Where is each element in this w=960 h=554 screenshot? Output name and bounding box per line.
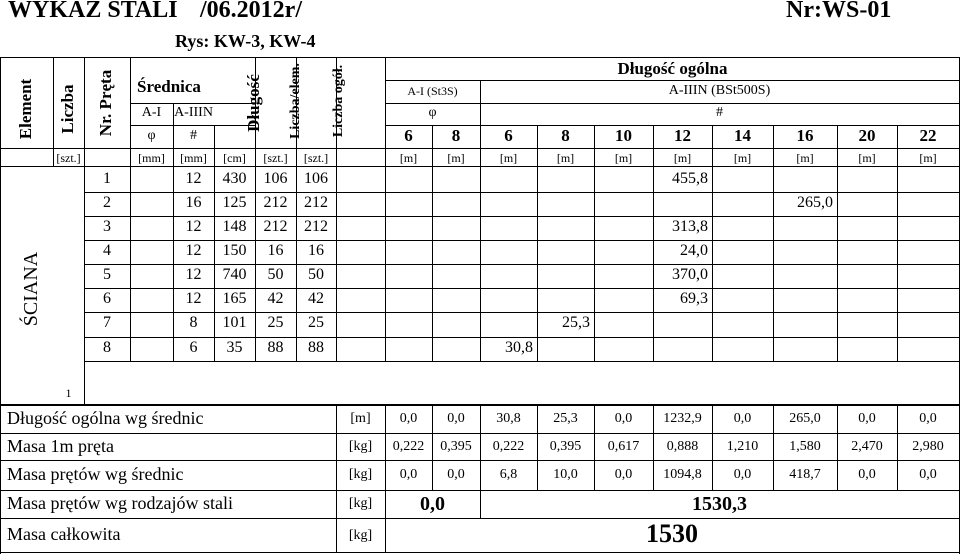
summary-mass-a3n: 1530,3 (692, 493, 747, 515)
bar-total-length: 265,0 (797, 194, 833, 211)
summary-total-value: 1530 (646, 519, 698, 548)
summary-mass1m-label: Masa 1m pręta (7, 436, 114, 456)
element-count: 1 (65, 386, 72, 400)
header-phi: φ (147, 128, 156, 143)
summary-massdia-value: 6,8 (499, 467, 518, 482)
unit-dia-a1: [mm] (138, 151, 165, 165)
diameter-label: 16 (796, 126, 814, 145)
header-srednica: Średnica (137, 77, 201, 96)
summary-masstype-unit: [kg] (348, 496, 373, 511)
grid-line (84, 264, 960, 265)
summary-massdia-value: 0,0 (447, 467, 465, 482)
unit-m: [m] (858, 151, 876, 165)
unit-m: [m] (733, 151, 752, 165)
bar-diameter: 12 (185, 218, 202, 235)
doc-date: /06.2012r/ (200, 0, 302, 23)
bar-diameter: 12 (185, 290, 202, 307)
bar-length: 740 (222, 266, 247, 283)
grid-line (130, 125, 255, 126)
summary-massdia-value: 0,0 (858, 467, 876, 482)
summary-mass1m-value: 0,395 (440, 439, 472, 454)
bar-total-length: 313,8 (672, 218, 708, 235)
bar-diameter: 6 (189, 339, 198, 356)
grid-line (84, 240, 960, 241)
bar-count-total: 25 (308, 314, 324, 331)
unit-length: [cm] (223, 151, 246, 165)
diameter-label: 12 (674, 126, 691, 145)
grid-line (385, 57, 386, 361)
summary-length-value: 1232,9 (663, 411, 702, 426)
header-a3n-steel: A-IIIN (BSt500S) (668, 83, 771, 98)
summary-mass1m-value: 0,222 (392, 439, 425, 454)
diameter-label: 20 (858, 126, 876, 145)
summary-mass1m-value: 0,222 (492, 439, 525, 454)
element-name: ŚCIANA (20, 251, 42, 327)
header-element: Element (16, 78, 35, 140)
summary-massdia-value: 0,0 (614, 467, 633, 482)
unit-m: [m] (499, 151, 518, 165)
drawing-ref: Rys: KW-3, KW-4 (175, 31, 316, 51)
summary-massdia-value: 0,0 (733, 467, 752, 482)
summary-masstype-label: Masa prętów wg rodzajów stali (7, 493, 233, 513)
summary-length-unit: [m] (350, 411, 371, 426)
bar-count-per-element: 88 (267, 339, 284, 356)
summary-massdia-value: 0,0 (919, 467, 937, 482)
grid-line (84, 192, 960, 193)
summary-massdia-value: 10,0 (553, 467, 578, 482)
bar-count-total: 50 (308, 266, 324, 283)
bar-total-length: 69,3 (680, 290, 708, 307)
grid-line (385, 103, 960, 104)
header-hash: # (190, 128, 197, 143)
doc-title: WYKAZ STALI (8, 0, 178, 23)
summary-total-label: Masa całkowita (7, 524, 121, 544)
summary-mass1m-value: 1,210 (726, 439, 759, 454)
bar-diameter: 8 (189, 314, 198, 331)
grid-line (84, 361, 960, 362)
bar-length: 101 (222, 314, 247, 331)
summary-mass1m-unit: [kg] (348, 439, 373, 454)
summary-mass-a1: 0,0 (420, 493, 445, 515)
bar-count-total: 16 (308, 242, 324, 259)
unit-m: [m] (614, 151, 633, 165)
unit-m: [m] (556, 151, 575, 165)
bar-length: 125 (222, 194, 247, 211)
bar-number: 5 (103, 266, 111, 283)
bar-length: 150 (222, 242, 247, 259)
bar-count-per-element: 16 (267, 242, 284, 259)
bar-number: 4 (103, 242, 111, 259)
summary-mass1m-value: 0,395 (549, 439, 582, 454)
summary-length-label: Długość ogólna wg średnic (7, 408, 204, 428)
bar-count-total: 212 (304, 218, 328, 235)
bar-total-length: 25,3 (562, 314, 590, 331)
unit-m: [m] (796, 151, 814, 165)
bar-count-per-element: 50 (267, 266, 284, 283)
unit-dia-a3n: [mm] (180, 151, 207, 165)
unit-m: [m] (399, 151, 418, 165)
grid-line (385, 80, 960, 81)
bar-count-per-element: 106 (263, 170, 288, 187)
bar-diameter: 12 (185, 170, 202, 187)
grid-line (130, 57, 131, 361)
bar-diameter: 12 (185, 242, 202, 259)
header-hash-steel: # (716, 105, 723, 120)
summary-length-value: 0,0 (733, 411, 752, 426)
summary-massdia-value: 418,7 (789, 467, 821, 482)
summary-length-value: 265,0 (789, 411, 821, 426)
header-liczba-ogol: Liczba ogół. (331, 64, 346, 138)
bar-count-total: 212 (304, 194, 328, 211)
grid-line (53, 57, 54, 166)
summary-mass1m-value: 1,580 (789, 439, 821, 454)
bar-count-total: 106 (304, 170, 328, 187)
summary-length-value: 0,0 (447, 411, 465, 426)
summary-mass1m-value: 2,470 (851, 439, 883, 454)
header-a1-steel: A-I (St3S) (407, 84, 458, 98)
diameter-label: 10 (615, 126, 632, 145)
header-liczba-elem: Liczba/elem. (288, 63, 303, 139)
summary-length-value: 30,8 (496, 411, 521, 426)
grid-line (0, 57, 960, 58)
summary-massdia-label: Masa prętów wg średnic (7, 464, 184, 484)
bar-count-total: 42 (308, 290, 324, 307)
summary-length-value: 0,0 (858, 411, 876, 426)
diameter-label: 14 (734, 126, 751, 145)
grid-line (84, 312, 960, 313)
header-a3n: A-IIIN (174, 105, 213, 120)
bar-number: 2 (103, 194, 111, 211)
bar-count-per-element: 212 (263, 194, 288, 211)
header-phi-steel: φ (428, 105, 437, 120)
bar-diameter: 16 (185, 194, 202, 211)
bar-count-per-element: 212 (263, 218, 288, 235)
summary-length-value: 25,3 (553, 411, 578, 426)
bar-count-per-element: 25 (267, 314, 284, 331)
summary-mass1m-value: 0,617 (607, 439, 640, 454)
unit-per-elem: [szt.] (263, 151, 288, 165)
header-dlugosc: Długość (244, 74, 263, 132)
bar-length: 430 (222, 170, 247, 187)
diameter-label: 8 (451, 126, 461, 145)
bar-total-length: 30,8 (505, 339, 533, 356)
diameter-label: 6 (504, 126, 513, 145)
bar-number: 3 (103, 218, 111, 235)
bar-length: 148 (222, 218, 247, 235)
summary-length-value: 0,0 (614, 411, 633, 426)
grid-line (0, 57, 1, 554)
bar-count-per-element: 42 (267, 290, 284, 307)
bar-total-length: 370,0 (672, 266, 708, 283)
bar-number: 6 (103, 290, 111, 307)
header-liczba: Liczba (58, 84, 77, 134)
grid-line (480, 80, 481, 361)
summary-total-unit: [kg] (348, 528, 373, 543)
bar-diameter: 12 (185, 266, 202, 283)
grid-line (84, 288, 960, 289)
diameter-label: 6 (404, 126, 413, 145)
doc-number: Nr:WS-01 (786, 0, 892, 23)
diameter-label: 22 (919, 126, 937, 145)
header-dlugosc-ogolna: Długość ogólna (617, 59, 728, 78)
summary-massdia-value: 1094,8 (663, 467, 702, 482)
bar-total-length: 455,8 (672, 170, 708, 187)
bar-total-length: 24,0 (680, 242, 708, 259)
grid-line (130, 103, 255, 104)
grid-line (84, 337, 960, 338)
unit-m: [m] (919, 151, 937, 165)
summary-massdia-value: 0,0 (399, 467, 418, 482)
bar-number: 8 (103, 339, 111, 356)
unit-m: [m] (447, 151, 465, 165)
header-nr-preta: Nr. Pręta (96, 69, 115, 137)
bar-length: 35 (226, 339, 243, 356)
summary-mass1m-value: 0,888 (666, 439, 699, 454)
grid-line (84, 216, 960, 217)
bar-number: 7 (103, 314, 111, 331)
diameter-label: 8 (561, 126, 570, 145)
summary-mass1m-value: 2,980 (912, 439, 944, 454)
bar-length: 165 (222, 290, 247, 307)
unit-total: [szt.] (303, 151, 329, 165)
grid-line (0, 552, 960, 553)
unit-m: [m] (673, 151, 692, 165)
summary-massdia-unit: [kg] (348, 467, 373, 482)
bar-count-total: 88 (308, 339, 324, 356)
unit-liczba: [szt.] (56, 151, 81, 165)
bar-number: 1 (103, 170, 111, 187)
summary-length-value: 0,0 (399, 411, 418, 426)
header-a1: A-I (141, 105, 162, 120)
summary-length-value: 0,0 (919, 411, 937, 426)
